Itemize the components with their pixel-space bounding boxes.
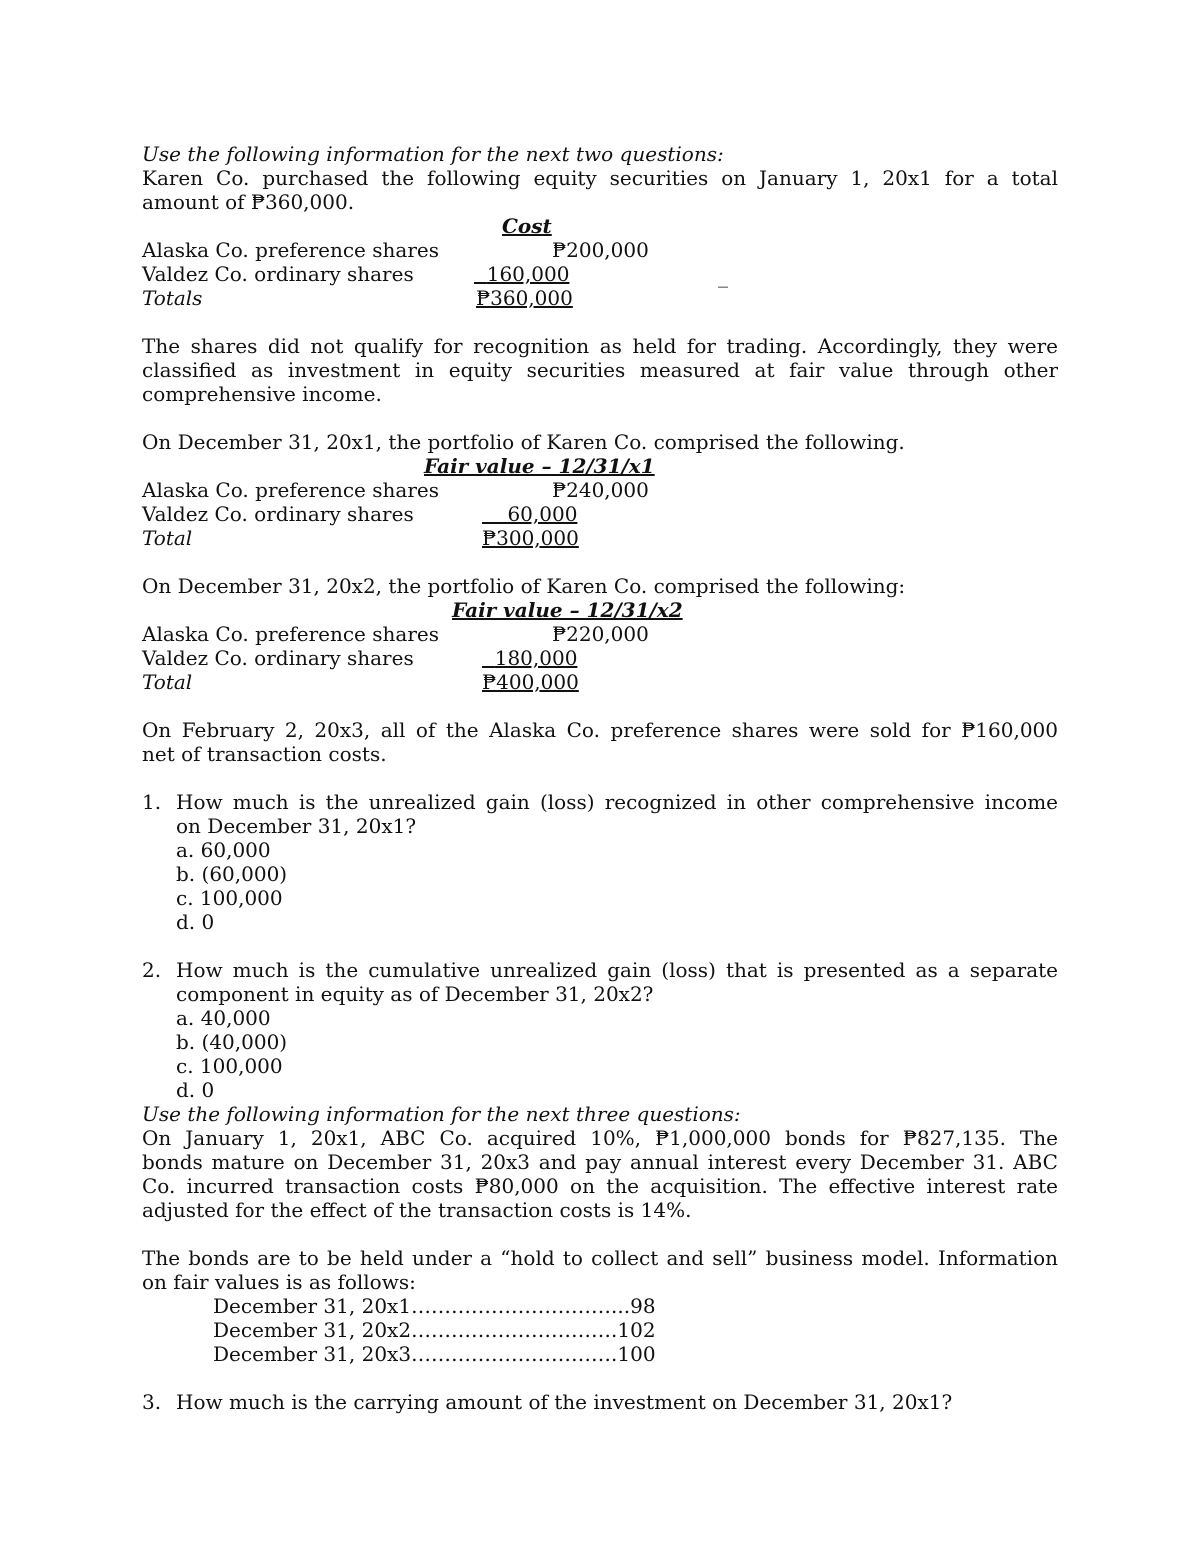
feb-sale-line2: net of transaction costs. — [142, 742, 387, 766]
x2-total-amount: ₱400,000 — [482, 670, 579, 694]
cost-total-amount: ₱360,000 — [476, 286, 573, 310]
intro1-line1: Karen Co. purchased the following equity securities on January 1, 20x1 for a total — [142, 166, 1058, 190]
bonds-model-line1: The bonds are to be held under a “hold to collect and sell” business model. Information — [142, 1246, 1058, 1270]
cost-table-row — [142, 262, 1058, 286]
x1-table-row — [142, 502, 1058, 526]
answer-option: c. 100,000 — [176, 1054, 283, 1078]
answer-option: a. 60,000 — [176, 838, 271, 862]
cost-table-total-row — [142, 286, 1058, 310]
x1-table-row — [142, 478, 1058, 502]
x2-table-header-row — [142, 598, 1058, 622]
intro2-heading: Use the following information for the next three questions: — [142, 1102, 741, 1126]
intro2-line4: adjusted for the effect of the transaction costs is 14%. — [142, 1198, 692, 1222]
question-text-line2: component in equity as of December 31, 20x2? — [176, 982, 654, 1006]
x2-row-label: Valdez Co. ordinary shares — [142, 646, 414, 670]
question-number: 3. — [142, 1390, 162, 1414]
cost-row-label: Alaska Co. preference shares — [142, 238, 439, 262]
portfolio-x1-intro: On December 31, 20x1, the portfolio of Karen Co. comprised the following. — [142, 430, 905, 454]
answer-option: d. 0 — [176, 910, 215, 934]
x2-table-row — [142, 622, 1058, 646]
fair-value-item: December 31, 20x2………………………….102 — [213, 1318, 656, 1342]
x1-table-total-row — [142, 526, 1058, 550]
bonds-model-line2: on fair values is as follows: — [142, 1270, 416, 1294]
intro2-line3: Co. incurred transaction costs ₱80,000 on the acquisition. The effective interest rate — [142, 1174, 1058, 1198]
document-page — [142, 142, 1058, 1414]
question-text-line1: How much is the carrying amount of the investment on December 31, 20x1? — [176, 1390, 953, 1414]
x2-row-amount — [482, 646, 577, 670]
cost-row-label: Valdez Co. ordinary shares — [142, 262, 414, 286]
intro1-line2: amount of ₱360,000. — [142, 190, 355, 214]
answer-option: d. 0 — [176, 1078, 215, 1102]
classified-line2: classified as investment in equity securities measured at fair value through other — [142, 358, 1058, 382]
cost-total-label: Totals — [142, 286, 203, 310]
cost-row-amount-value: 160,000 — [486, 262, 570, 286]
x2-row-amount-value: 180,000 — [494, 646, 578, 670]
x1-row-amount — [482, 502, 577, 526]
x1-table-header-row — [142, 454, 1058, 478]
fair-value-item: December 31, 20x1…………………………...98 — [213, 1294, 656, 1318]
cost-table-row — [142, 238, 1058, 262]
x1-total-label: Total — [142, 526, 193, 550]
cost-row-amount — [474, 262, 569, 286]
x2-table-header: Fair value – 12/31/x2 — [452, 598, 683, 622]
intro2-line1: On January 1, 20x1, ABC Co. acquired 10%, ₱1,000,000 bonds for ₱827,135. The — [142, 1126, 1058, 1150]
question-1 — [142, 790, 1058, 838]
cost-row-amount: ₱200,000 — [552, 238, 649, 262]
question-2 — [142, 958, 1058, 1006]
stray-dash: _ — [718, 264, 728, 288]
intro1-heading: Use the following information for the next two questions: — [142, 142, 724, 166]
x1-row-amount-value: 60,000 — [507, 502, 578, 526]
x1-row-amount: ₱240,000 — [552, 478, 649, 502]
question-text-line1: How much is the unrealized gain (loss) recognized in other comprehensive income — [176, 790, 1058, 814]
x1-total-amount: ₱300,000 — [482, 526, 579, 550]
x2-table-total-row — [142, 670, 1058, 694]
cost-table-header: Cost — [502, 214, 552, 238]
question-number: 1. — [142, 790, 162, 814]
answer-option: a. 40,000 — [176, 1006, 271, 1030]
x2-row-amount: ₱220,000 — [552, 622, 649, 646]
x2-row-label: Alaska Co. preference shares — [142, 622, 439, 646]
x2-total-label: Total — [142, 670, 193, 694]
fair-value-item: December 31, 20x3………………………….100 — [213, 1342, 656, 1366]
answer-option: b. (40,000) — [176, 1030, 288, 1054]
question-number: 2. — [142, 958, 162, 982]
question-text-line1: How much is the cumulative unrealized gain (loss) that is presented as a separate — [176, 958, 1058, 982]
answer-option: c. 100,000 — [176, 886, 283, 910]
intro2-line2: bonds mature on December 31, 20x3 and pay annual interest every December 31. ABC — [142, 1150, 1058, 1174]
x1-row-label: Valdez Co. ordinary shares — [142, 502, 414, 526]
classified-line3: comprehensive income. — [142, 382, 382, 406]
x1-table-header: Fair value – 12/31/x1 — [424, 454, 655, 478]
question-text-line2: on December 31, 20x1? — [176, 814, 417, 838]
answer-option: b. (60,000) — [176, 862, 288, 886]
classified-line1: The shares did not qualify for recognition as held for trading. Accordingly, they were — [142, 334, 1058, 358]
feb-sale-line1: On February 2, 20x3, all of the Alaska Co. preference shares were sold for ₱160,000 — [142, 718, 1058, 742]
question-3 — [142, 1390, 1058, 1414]
cost-table-header-row — [142, 214, 1058, 238]
x2-table-row — [142, 646, 1058, 670]
x1-row-label: Alaska Co. preference shares — [142, 478, 439, 502]
portfolio-x2-intro: On December 31, 20x2, the portfolio of Karen Co. comprised the following: — [142, 574, 906, 598]
